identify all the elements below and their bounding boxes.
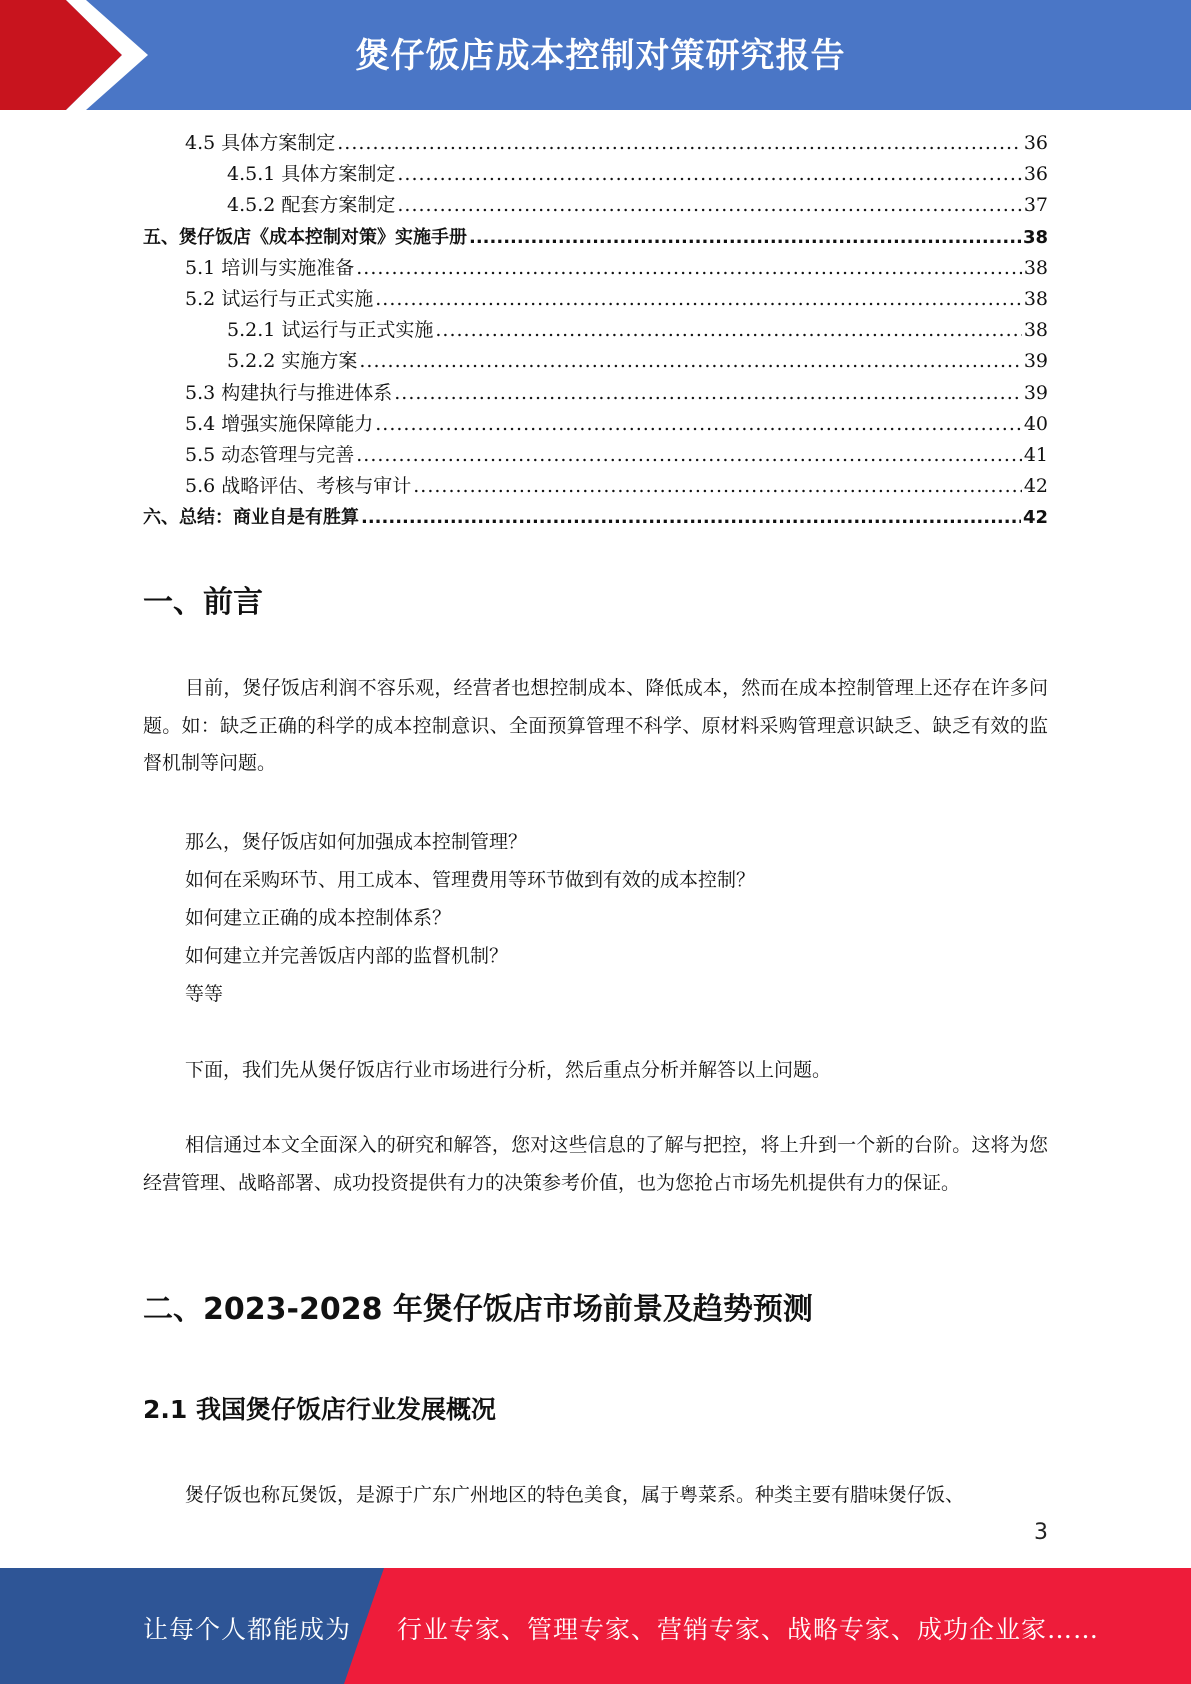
paragraph: 相信通过本文全面深入的研究和解答，您对这些信息的了解与把控，将上升到一个新的台阶。这将为您经营管理、战略部署、成功投资提供有力的决策参考价值，也为您抢占市场先机提供有力的保证。 — [143, 1134, 1048, 1194]
toc-entry-label: 5.2.2 实施方案 — [227, 350, 358, 373]
toc-entry[interactable] — [143, 159, 1048, 190]
toc-entry-page: 38 — [1023, 287, 1048, 310]
toc-leader-dots — [359, 346, 1021, 377]
toc-entry-page: 40 — [1023, 412, 1048, 435]
page-footer — [0, 1568, 1191, 1684]
toc-entry[interactable] — [143, 378, 1048, 409]
toc-entry-label: 六、总结：商业自是有胜算 — [143, 507, 359, 529]
toc-leader-dots — [375, 409, 1022, 440]
paragraph: 煲仔饭也称瓦煲饭，是源于广东广州地区的特色美食，属于粤菜系。种类主要有腊味煲仔饭、 — [185, 1484, 965, 1506]
toc-entry-label: 4.5.2 配套方案制定 — [227, 194, 396, 217]
list-item: 那么，煲仔饭店如何加强成本控制管理？ — [185, 831, 528, 853]
toc-leader-dots — [337, 128, 1022, 159]
toc-entry-label: 4.5.1 具体方案制定 — [227, 163, 396, 186]
toc-entry-page: 36 — [1023, 163, 1048, 186]
toc-entry[interactable] — [143, 440, 1048, 471]
toc-leader-dots — [469, 222, 1021, 253]
toc-entry-page: 36 — [1023, 132, 1048, 154]
toc-entry-page: 38 — [1023, 256, 1048, 279]
table-of-contents — [143, 128, 1048, 533]
toc-entry-page: 38 — [1023, 319, 1048, 342]
toc-leader-dots — [397, 159, 1021, 190]
subsection-title: 2.1 我国煲仔饭店行业发展概况 — [143, 1395, 496, 1424]
toc-entry-label: 5.4 增强实施保障能力 — [185, 412, 374, 435]
toc-entry[interactable] — [143, 315, 1048, 346]
toc-leader-dots — [435, 315, 1021, 346]
toc-leader-dots — [394, 378, 1022, 409]
toc-leader-dots — [356, 253, 1022, 284]
list-item: 如何建立并完善饭店内部的监督机制？ — [185, 945, 509, 967]
page-number: 3 — [1034, 1520, 1048, 1545]
toc-entry[interactable] — [143, 471, 1048, 502]
toc-entry-label: 5.3 构建执行与推进体系 — [185, 381, 393, 404]
section-title: 二、2023-2028 年煲仔饭店市场前景及趋势预测 — [143, 1292, 813, 1327]
page-header — [0, 0, 1191, 110]
toc-entry[interactable] — [143, 222, 1048, 253]
list-item: 等等 — [185, 983, 224, 1005]
paragraph: 下面，我们先从煲仔饭店行业市场进行分析，然后重点分析并解答以上问题。 — [185, 1059, 832, 1081]
toc-entry[interactable] — [143, 128, 1048, 159]
footer-slogan-right: 行业专家、管理专家、营销专家、战略专家、成功企业家…… — [397, 1615, 1100, 1644]
toc-entry-label: 5.1 培训与实施准备 — [185, 256, 355, 279]
toc-entry-page: 37 — [1023, 194, 1048, 217]
toc-leader-dots — [361, 502, 1021, 533]
list-item: 如何建立正确的成本控制体系？ — [185, 907, 452, 929]
toc-entry[interactable] — [143, 409, 1048, 440]
toc-entry-page: 39 — [1023, 350, 1048, 373]
toc-entry[interactable] — [143, 253, 1048, 284]
toc-leader-dots — [356, 440, 1022, 471]
toc-entry-label: 五、煲仔饭店《成本控制对策》实施手册 — [143, 226, 467, 248]
toc-entry-label: 5.6 战略评估、考核与审计 — [185, 475, 412, 498]
question-list — [185, 823, 755, 1013]
toc-entry[interactable] — [143, 190, 1048, 221]
toc-entry-page: 38 — [1022, 226, 1048, 248]
toc-entry-page: 42 — [1023, 475, 1048, 498]
toc-entry[interactable] — [143, 346, 1048, 377]
toc-entry-label: 5.5 动态管理与完善 — [185, 443, 355, 466]
toc-entry-label: 5.2.1 试运行与正式实施 — [227, 319, 434, 342]
toc-leader-dots — [375, 284, 1022, 315]
toc-entry[interactable] — [143, 502, 1048, 533]
toc-entry-label: 4.5 具体方案制定 — [185, 132, 336, 154]
list-item: 如何在采购环节、用工成本、管理费用等环节做到有效的成本控制？ — [185, 869, 756, 891]
toc-entry-page: 42 — [1022, 507, 1048, 529]
toc-entry-page: 39 — [1023, 381, 1048, 404]
toc-entry-label: 5.2 试运行与正式实施 — [185, 287, 374, 310]
toc-entry[interactable] — [143, 284, 1048, 315]
paragraph: 目前，煲仔饭店利润不容乐观，经营者也想控制成本、降低成本，然而在成本控制管理上还存在许多问题。如：缺乏正确的科学的成本控制意识、全面预算管理不科学、原材料采购管理意识缺乏、缺乏有效的监督机制等问题。 — [143, 677, 1048, 774]
section-title: 一、前言 — [143, 585, 263, 620]
toc-leader-dots — [413, 471, 1022, 502]
toc-leader-dots — [397, 190, 1021, 221]
document-title: 煲仔饭店成本控制对策研究报告 — [355, 36, 846, 76]
toc-entry-page: 41 — [1023, 443, 1048, 466]
footer-slogan-left: 让每个人都能成为 — [143, 1615, 352, 1644]
